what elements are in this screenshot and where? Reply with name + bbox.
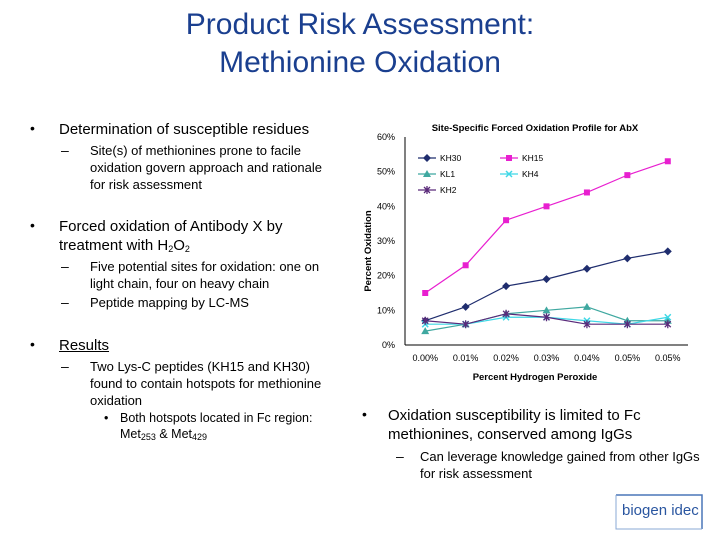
square-marker — [584, 189, 590, 195]
forced-oxidation-text: Forced oxidation of Antibody X by treatment with H — [59, 218, 283, 254]
x-tick-label: 0.05% — [614, 353, 641, 363]
sub-bullet-methionine-sites: Site(s) of methionines prone to facile oxidation govern approach and rationale for risk assessment — [90, 143, 323, 192]
diamond-marker — [664, 247, 672, 255]
bullet-marker: • — [362, 406, 367, 422]
y-tick-label: 40% — [376, 201, 395, 212]
subscript: 2 — [168, 244, 174, 254]
title-line-1: Product Risk Assessment: — [185, 8, 535, 41]
diamond-marker — [623, 254, 631, 262]
bullet-marker: • — [30, 120, 35, 136]
sub-bullet-lysc-peptides: Two Lys-C peptides (KH15 and KH30) found to contain hotspots for methionine oxidation — [90, 359, 322, 408]
x-axis-label: Percent Hydrogen Peroxide — [472, 372, 598, 383]
sub-bullet-peptide-mapping: Peptide mapping by LC-MS — [90, 295, 249, 310]
diamond-marker — [502, 282, 510, 290]
square-marker — [503, 217, 509, 223]
square-marker — [624, 172, 630, 178]
diamond-marker — [543, 275, 551, 283]
square-marker — [665, 158, 671, 164]
legend-label: KH4 — [522, 169, 539, 179]
diamond-marker — [583, 265, 591, 273]
dash-marker: – — [61, 258, 69, 274]
diamond-marker — [462, 303, 470, 311]
legend-label: KL1 — [440, 169, 456, 179]
title-line-2: Methionine Oxidation — [219, 46, 501, 79]
x-tick-label: 0.04% — [574, 353, 600, 363]
square-marker — [506, 155, 512, 161]
logo-text: biogen idec — [622, 502, 699, 519]
chart-title: Site-Specific Forced Oxidation Profile for AbX — [431, 123, 639, 134]
dash-marker: – — [61, 294, 69, 310]
bullet-marker: • — [30, 336, 35, 352]
square-marker — [463, 262, 469, 268]
legend-label: KH2 — [440, 185, 457, 195]
legend-label: KH15 — [522, 153, 544, 163]
triangle-marker — [583, 303, 591, 310]
dash-marker: – — [61, 358, 69, 374]
bullet-oxidation-susceptibility: Oxidation susceptibility is limited to Fc methionines, conserved among IgGs — [388, 407, 641, 443]
subscript: 253 — [140, 432, 156, 442]
met-text: & Met — [155, 427, 192, 441]
y-tick-label: 60% — [376, 132, 395, 142]
subscript: 429 — [192, 432, 208, 442]
diamond-marker — [423, 154, 431, 162]
sub-bullet-leverage-knowledge: Can leverage knowledge gained from other IgGs for risk assessment — [420, 449, 700, 481]
forced-oxidation-o: O — [173, 237, 185, 254]
y-axis-label: Percent Oxidation — [363, 210, 374, 292]
square-marker — [544, 203, 550, 209]
sub-bullet-five-sites: Five potential sites for oxidation: one on light chain, four on heavy chain — [90, 259, 320, 291]
y-tick-label: 30% — [376, 236, 395, 246]
biogen-idec-logo — [612, 491, 708, 531]
dash-marker: – — [396, 448, 404, 464]
x-tick-label: 0.05% — [655, 353, 681, 363]
x-tick-label: 0.02% — [493, 353, 519, 363]
series-line-kh15 — [425, 161, 668, 293]
subscript: 2 — [184, 244, 190, 254]
bullet-marker: • — [30, 217, 35, 233]
y-tick-label: 10% — [376, 305, 395, 316]
x-tick-label: 0.03% — [533, 353, 560, 363]
dash-marker: – — [61, 142, 69, 158]
y-tick-label: 20% — [376, 270, 395, 281]
square-marker — [422, 290, 428, 296]
bullet-susceptible-residues: Determination of susceptible residues — [59, 121, 310, 138]
legend-label: KH30 — [440, 153, 462, 163]
fc-region-text: Both hotspots located in Fc region: Met — [120, 411, 313, 441]
x-tick-label: 0.01% — [452, 353, 479, 363]
y-tick-label: 50% — [376, 166, 395, 177]
sub-sub-bullet-marker: • — [104, 411, 109, 425]
bullet-results: Results — [59, 337, 110, 354]
x-tick-label: 0.00% — [412, 353, 438, 363]
y-tick-label: 0% — [381, 340, 395, 350]
